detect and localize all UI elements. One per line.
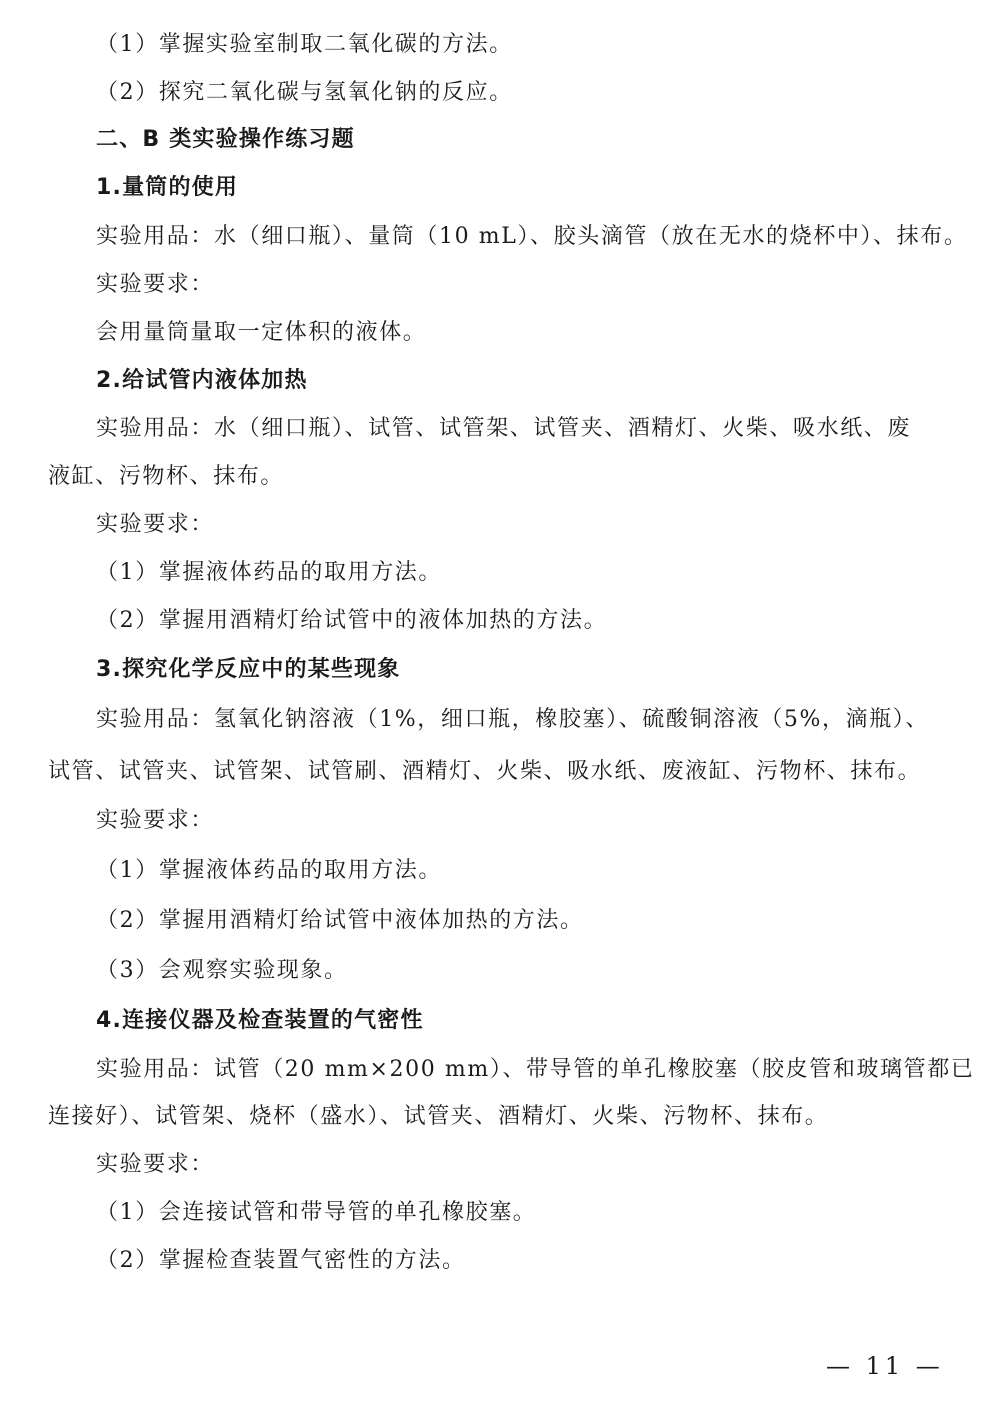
list-item: （1）掌握实验室制取二氧化碳的方法。 xyxy=(96,32,513,57)
subsection-heading: 4.连接仪器及检查装置的气密性 xyxy=(96,1008,424,1033)
materials-line-continued: 试管、试管夹、试管架、试管刷、酒精灯、火柴、吸水纸、废液缸、污物杯、抹布。 xyxy=(48,759,922,784)
requirements-label: 实验要求： xyxy=(96,1152,215,1177)
materials-line: 实验用品：氢氧化钠溶液（1%，细口瓶，橡胶塞）、硫酸铜溶液（5%，滴瓶）、 xyxy=(96,707,930,732)
materials-line-continued: 液缸、污物杯、抹布。 xyxy=(48,464,285,489)
materials-line: 实验用品：水（细口瓶）、试管、试管架、试管夹、酒精灯、火柴、吸水纸、废 xyxy=(96,416,912,441)
subsection-heading: 2.给试管内液体加热 xyxy=(96,368,308,393)
list-item: （2）掌握用酒精灯给试管中液体加热的方法。 xyxy=(96,908,584,933)
list-item: （2）掌握用酒精灯给试管中的液体加热的方法。 xyxy=(96,608,608,633)
page-number: — 11 — xyxy=(826,1352,944,1380)
materials-line: 实验用品：试管（20 mm×200 mm）、带导管的单孔橡胶塞（胶皮管和玻璃管都已 xyxy=(96,1057,975,1082)
list-item: （1）掌握液体药品的取用方法。 xyxy=(96,858,442,883)
list-item: （2）掌握检查装置气密性的方法。 xyxy=(96,1248,466,1273)
list-item: （2）探究二氧化碳与氢氧化钠的反应。 xyxy=(96,80,513,105)
section-heading: 二、B 类实验操作练习题 xyxy=(96,127,355,152)
materials-line: 实验用品：水（细口瓶）、量筒（10 mL）、胶头滴管（放在无水的烧杯中）、抹布。 xyxy=(96,224,968,249)
materials-line-continued: 连接好）、试管架、烧杯（盛水）、试管夹、酒精灯、火柴、污物杯、抹布。 xyxy=(48,1104,829,1129)
requirements-label: 实验要求： xyxy=(96,512,215,537)
subsection-heading: 3.探究化学反应中的某些现象 xyxy=(96,657,401,682)
requirements-label: 实验要求： xyxy=(96,808,215,833)
list-item: （1）掌握液体药品的取用方法。 xyxy=(96,560,442,585)
subsection-heading: 1.量筒的使用 xyxy=(96,175,239,200)
requirement-text: 会用量筒量取一定体积的液体。 xyxy=(96,320,427,345)
list-item: （1）会连接试管和带导管的单孔橡胶塞。 xyxy=(96,1200,537,1225)
list-item: （3）会观察实验现象。 xyxy=(96,958,348,983)
requirements-label: 实验要求： xyxy=(96,272,215,297)
